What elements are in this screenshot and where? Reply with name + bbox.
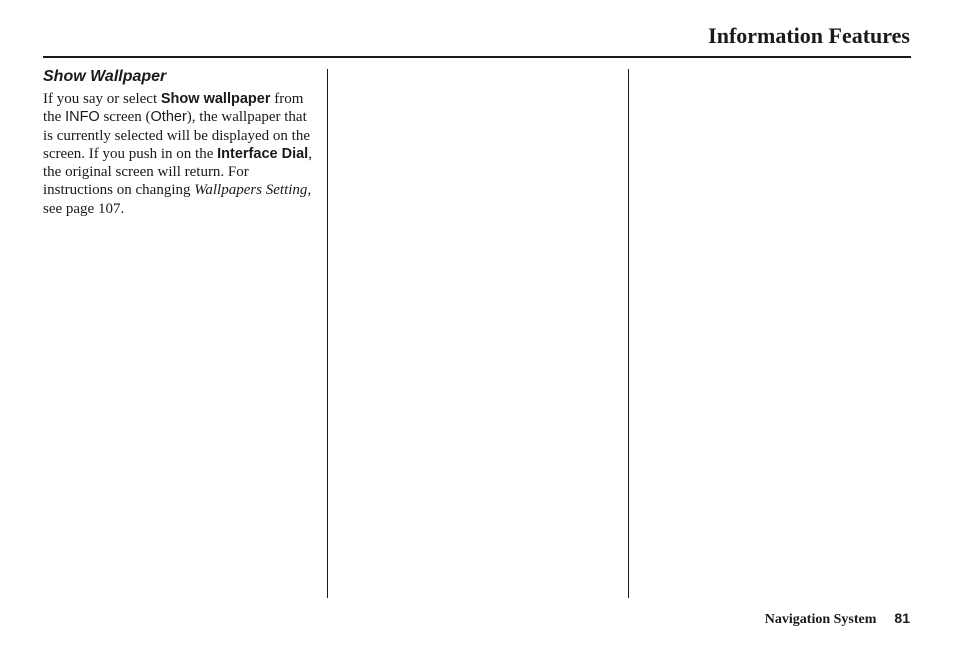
column-divider-right	[628, 69, 629, 598]
page-number: 81	[894, 610, 910, 626]
text-run: screen (	[99, 109, 151, 126]
section-paragraph	[43, 90, 315, 218]
text-run: ), the wallpaper that is currently selected will be displayed on the screen. If you push in on the	[43, 109, 311, 162]
footer-label: Navigation System	[764, 612, 877, 627]
page-title: Information Features	[708, 23, 910, 48]
text-run: , the original screen will return. For instructions on changing	[43, 145, 312, 199]
header-rule	[43, 56, 911, 58]
command-show-wallpaper: Show wallpaper	[160, 91, 271, 107]
column-divider-left	[327, 69, 328, 598]
screen-name-info: INFO	[65, 109, 100, 126]
text-run: If you say or select	[43, 91, 161, 107]
screen-name-other: Other	[150, 109, 187, 126]
text-run: from the	[43, 91, 304, 126]
reference-wallpapers-setting: Wallpapers Setting	[194, 182, 308, 199]
show-wallpaper-section	[43, 66, 315, 218]
page-footer	[765, 608, 910, 630]
section-heading: Show Wallpaper	[43, 68, 167, 85]
control-interface-dial: Interface Dial	[217, 145, 309, 162]
text-run: , see page 107.	[43, 182, 312, 217]
